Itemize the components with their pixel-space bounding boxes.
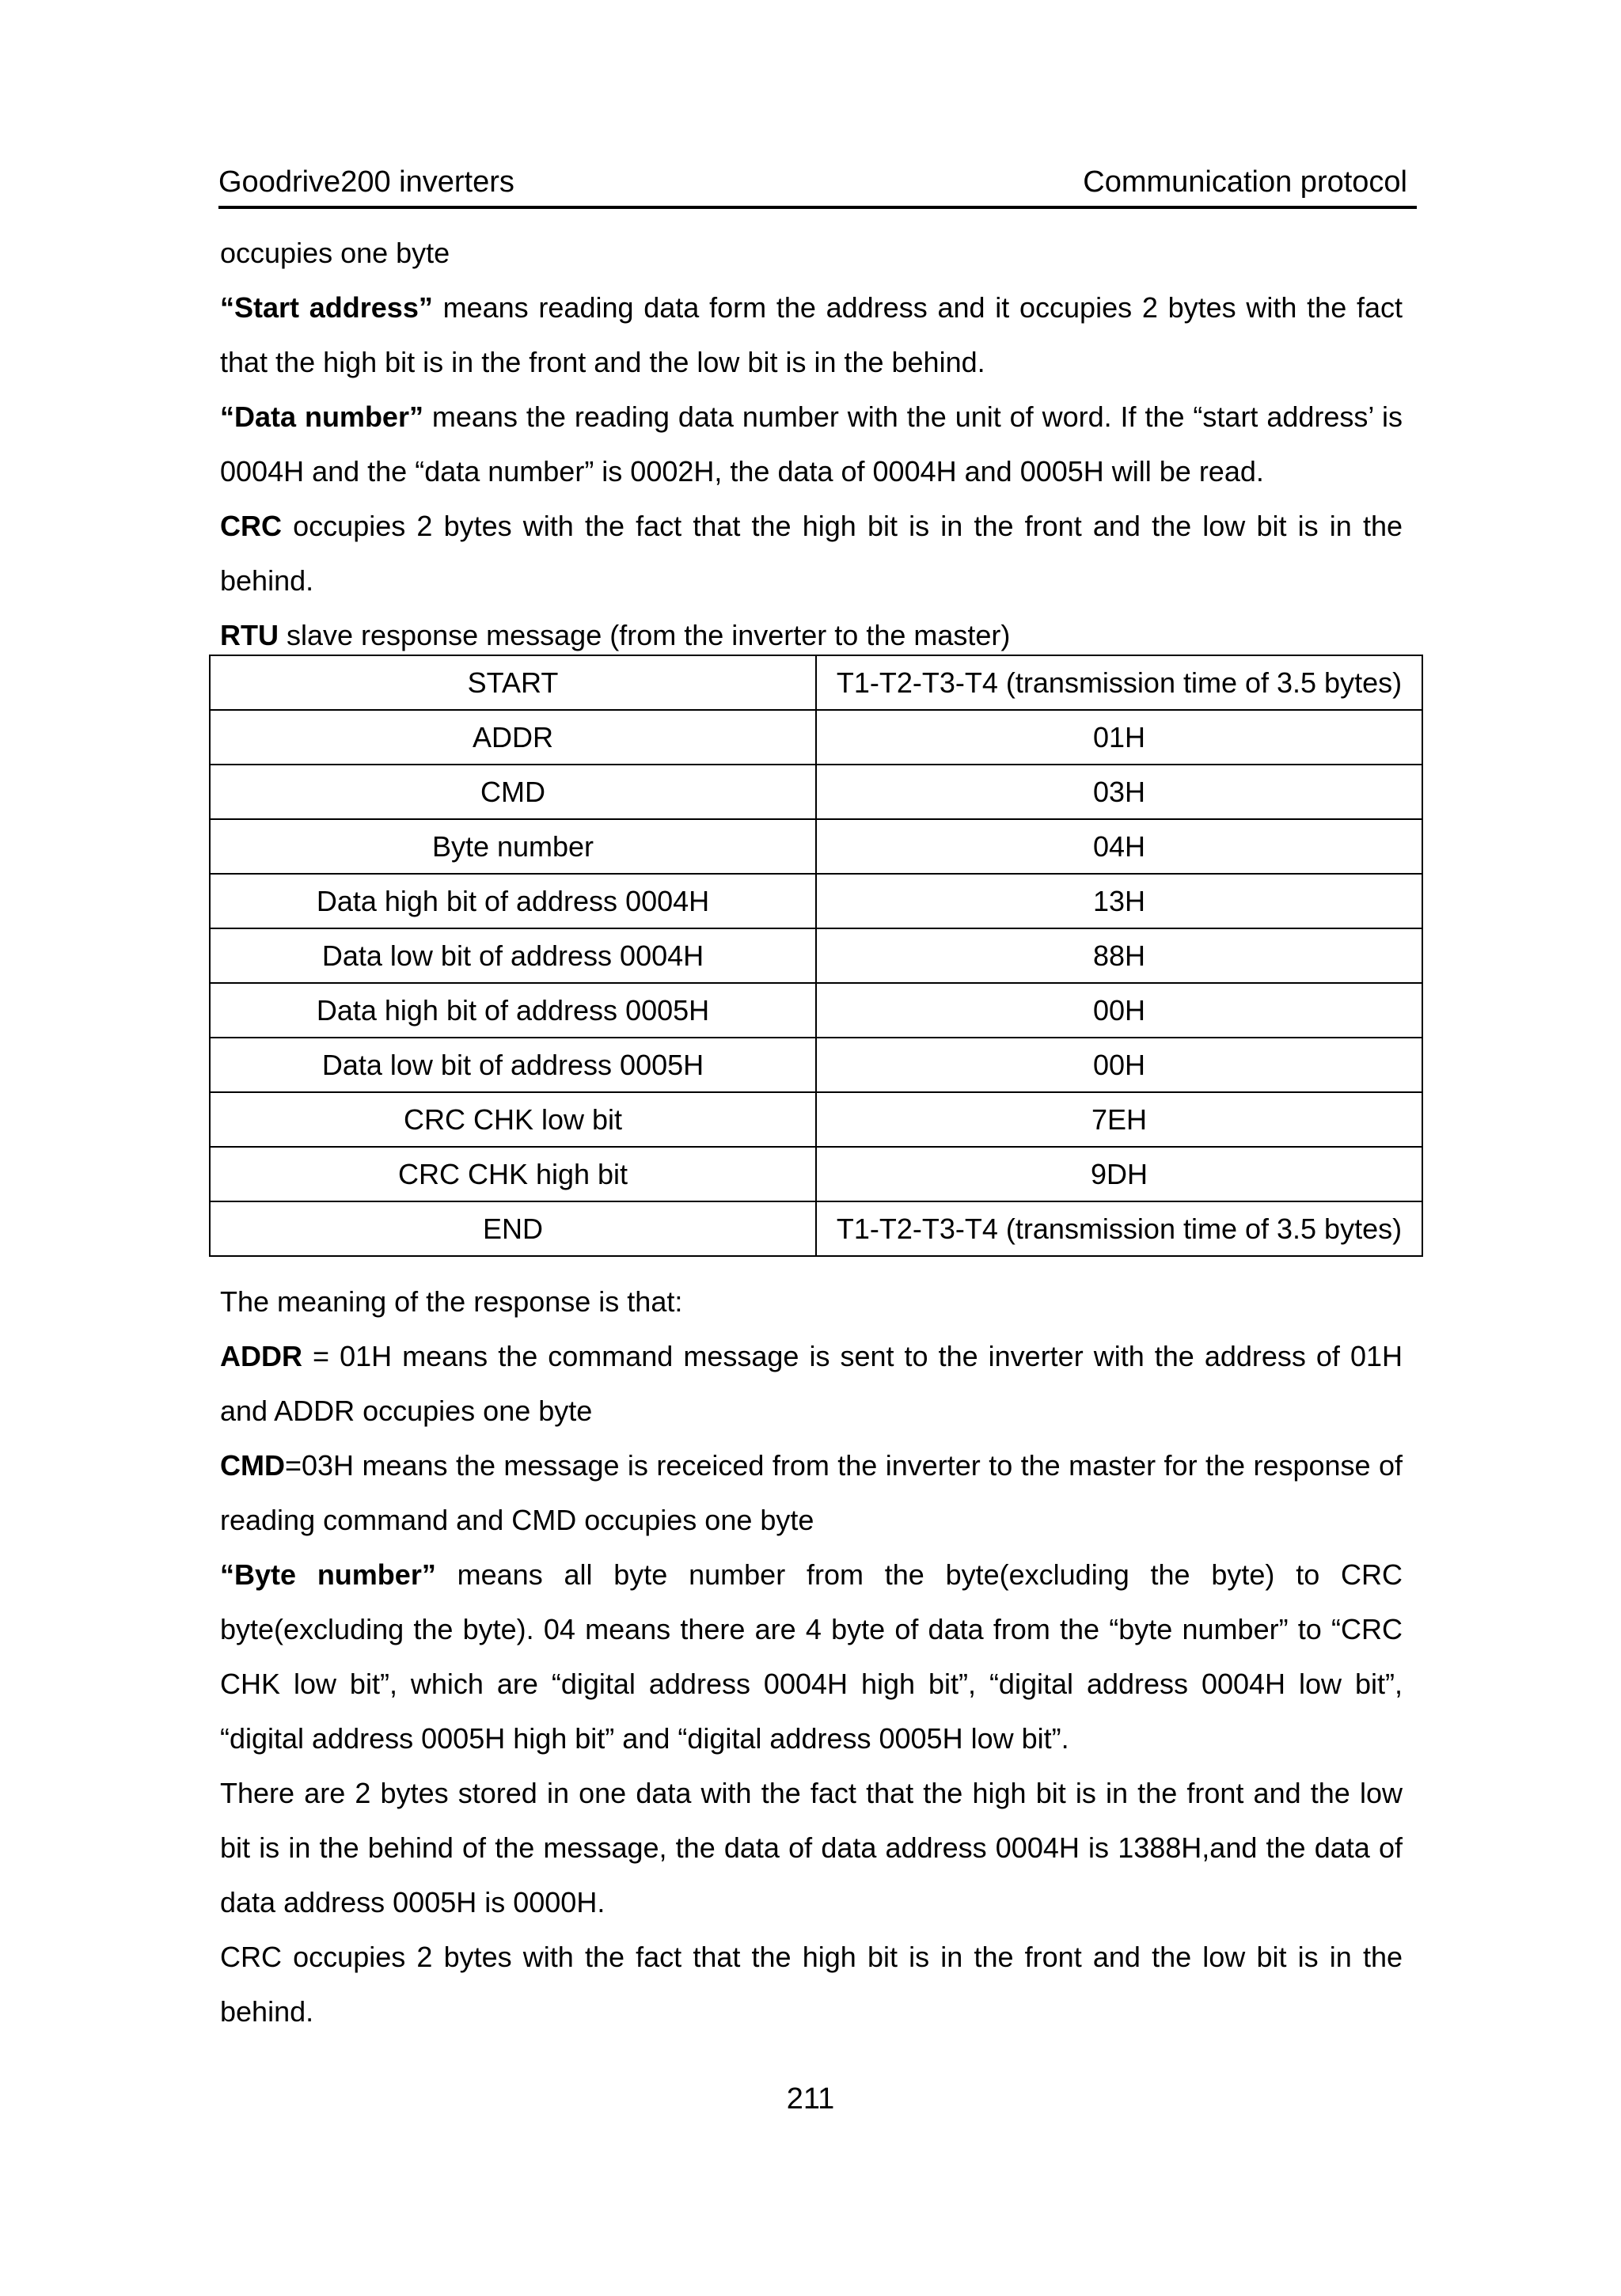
table-cell-field: CMD: [210, 765, 816, 819]
definition-data-number: means the reading data number with the unit of word. If the “start address’ is 0004H and the “data number” is 0002H, the data of 0004H and 0005H will be read.: [220, 400, 1403, 488]
table-cell-value: 7EH: [816, 1092, 1422, 1147]
table-cell-value: 9DH: [816, 1147, 1422, 1201]
table-cell-value: 03H: [816, 765, 1422, 819]
definition-start-address: means reading data form the address and it occupies 2 bytes with the fact that the high bit is in the front and the low bit is in the behind.: [220, 291, 1403, 378]
term-cmd: CMD: [220, 1449, 285, 1482]
table-cell-field: ADDR: [210, 710, 816, 765]
table-row: [210, 655, 1422, 710]
table-row: [210, 874, 1422, 928]
definition-cmd: =03H means the message is receiced from the inverter to the master for the response of reading command and CMD occupies one byte: [220, 1449, 1403, 1536]
table-cell-field: END: [210, 1201, 816, 1256]
table-row: [210, 928, 1422, 983]
table-cell-value: T1-T2-T3-T4 (transmission time of 3.5 bytes): [816, 1201, 1422, 1256]
term-rtu: RTU: [220, 619, 279, 651]
paragraph-occupies-one-byte: occupies one byte: [220, 237, 450, 269]
table-cell-field: Data high bit of address 0005H: [210, 983, 816, 1038]
table-row: [210, 710, 1422, 765]
term-crc: CRC: [220, 510, 282, 542]
definition-addr: = 01H means the command message is sent to the inverter with the address of 01H and ADDR occupies one byte: [220, 1340, 1403, 1427]
term-addr: ADDR: [220, 1340, 302, 1372]
table-cell-field: CRC CHK low bit: [210, 1092, 816, 1147]
paragraph-data-storage: There are 2 bytes stored in one data with the fact that the high bit is in the front and the low bit is in the behind of the message, the data of data address 0004H is 1388H,and the data of data address 0005H is 0000H.: [220, 1777, 1403, 1918]
table-cell-value: 04H: [816, 819, 1422, 874]
definition-crc: occupies 2 bytes with the fact that the high bit is in the front and the low bit is in the behind.: [220, 510, 1403, 597]
table-cell-value: 88H: [816, 928, 1422, 983]
table-cell-field: Data high bit of address 0004H: [210, 874, 816, 928]
paragraph-data-number: [220, 389, 1403, 499]
paragraph-crc: [220, 499, 1403, 608]
table-cell-field: Byte number: [210, 819, 816, 874]
table-row: [210, 983, 1422, 1038]
table-row: [210, 819, 1422, 874]
term-byte-number: “Byte number”: [220, 1558, 436, 1591]
table-cell-field: Data low bit of address 0004H: [210, 928, 816, 983]
intro-text-block: [220, 226, 1403, 662]
paragraph-response-meaning: The meaning of the response is that:: [220, 1285, 683, 1318]
table-cell-value: T1-T2-T3-T4 (transmission time of 3.5 bytes): [816, 655, 1422, 710]
term-data-number: “Data number”: [220, 400, 423, 433]
header-section-title: Communication protocol: [1083, 165, 1407, 199]
paragraph-cmd: [220, 1438, 1403, 1547]
term-start-address: “Start address”: [220, 291, 433, 324]
response-text-block: [220, 1274, 1403, 2039]
page-number: 211: [786, 2082, 835, 2116]
paragraph-byte-number: [220, 1547, 1403, 1766]
rtu-response-table: [209, 655, 1423, 1257]
table-row: [210, 765, 1422, 819]
table-cell-value: 01H: [816, 710, 1422, 765]
definition-byte-number: means all byte number from the byte(excluding the byte) to CRC byte(excluding the byte). 04 means there are 4 byte of data from the “byte number” to “CRC CHK low bit”, which are “digital address 0004H high bit”, “digital address 0004H low bit”, “digital address 0005H high bit” and “digital address 0005H low bit”.: [220, 1558, 1403, 1755]
table-row: [210, 1038, 1422, 1092]
table-cell-value: 00H: [816, 983, 1422, 1038]
paragraph-addr: [220, 1329, 1403, 1438]
header-product-title: Goodrive200 inverters: [218, 165, 514, 199]
paragraph-crc-response: CRC occupies 2 bytes with the fact that the high bit is in the front and the low bit is in the behind.: [220, 1941, 1403, 2028]
table-cell-value: 13H: [816, 874, 1422, 928]
page-header: [218, 158, 1417, 209]
table-cell-field: START: [210, 655, 816, 710]
table-cell-field: Data low bit of address 0005H: [210, 1038, 816, 1092]
table-row: [210, 1147, 1422, 1201]
paragraph-start-address: [220, 280, 1403, 389]
table-cell-field: CRC CHK high bit: [210, 1147, 816, 1201]
table-row: [210, 1092, 1422, 1147]
table-cell-value: 00H: [816, 1038, 1422, 1092]
table-caption-text: slave response message (from the inverter to the master): [279, 619, 1011, 651]
table-row: [210, 1201, 1422, 1256]
